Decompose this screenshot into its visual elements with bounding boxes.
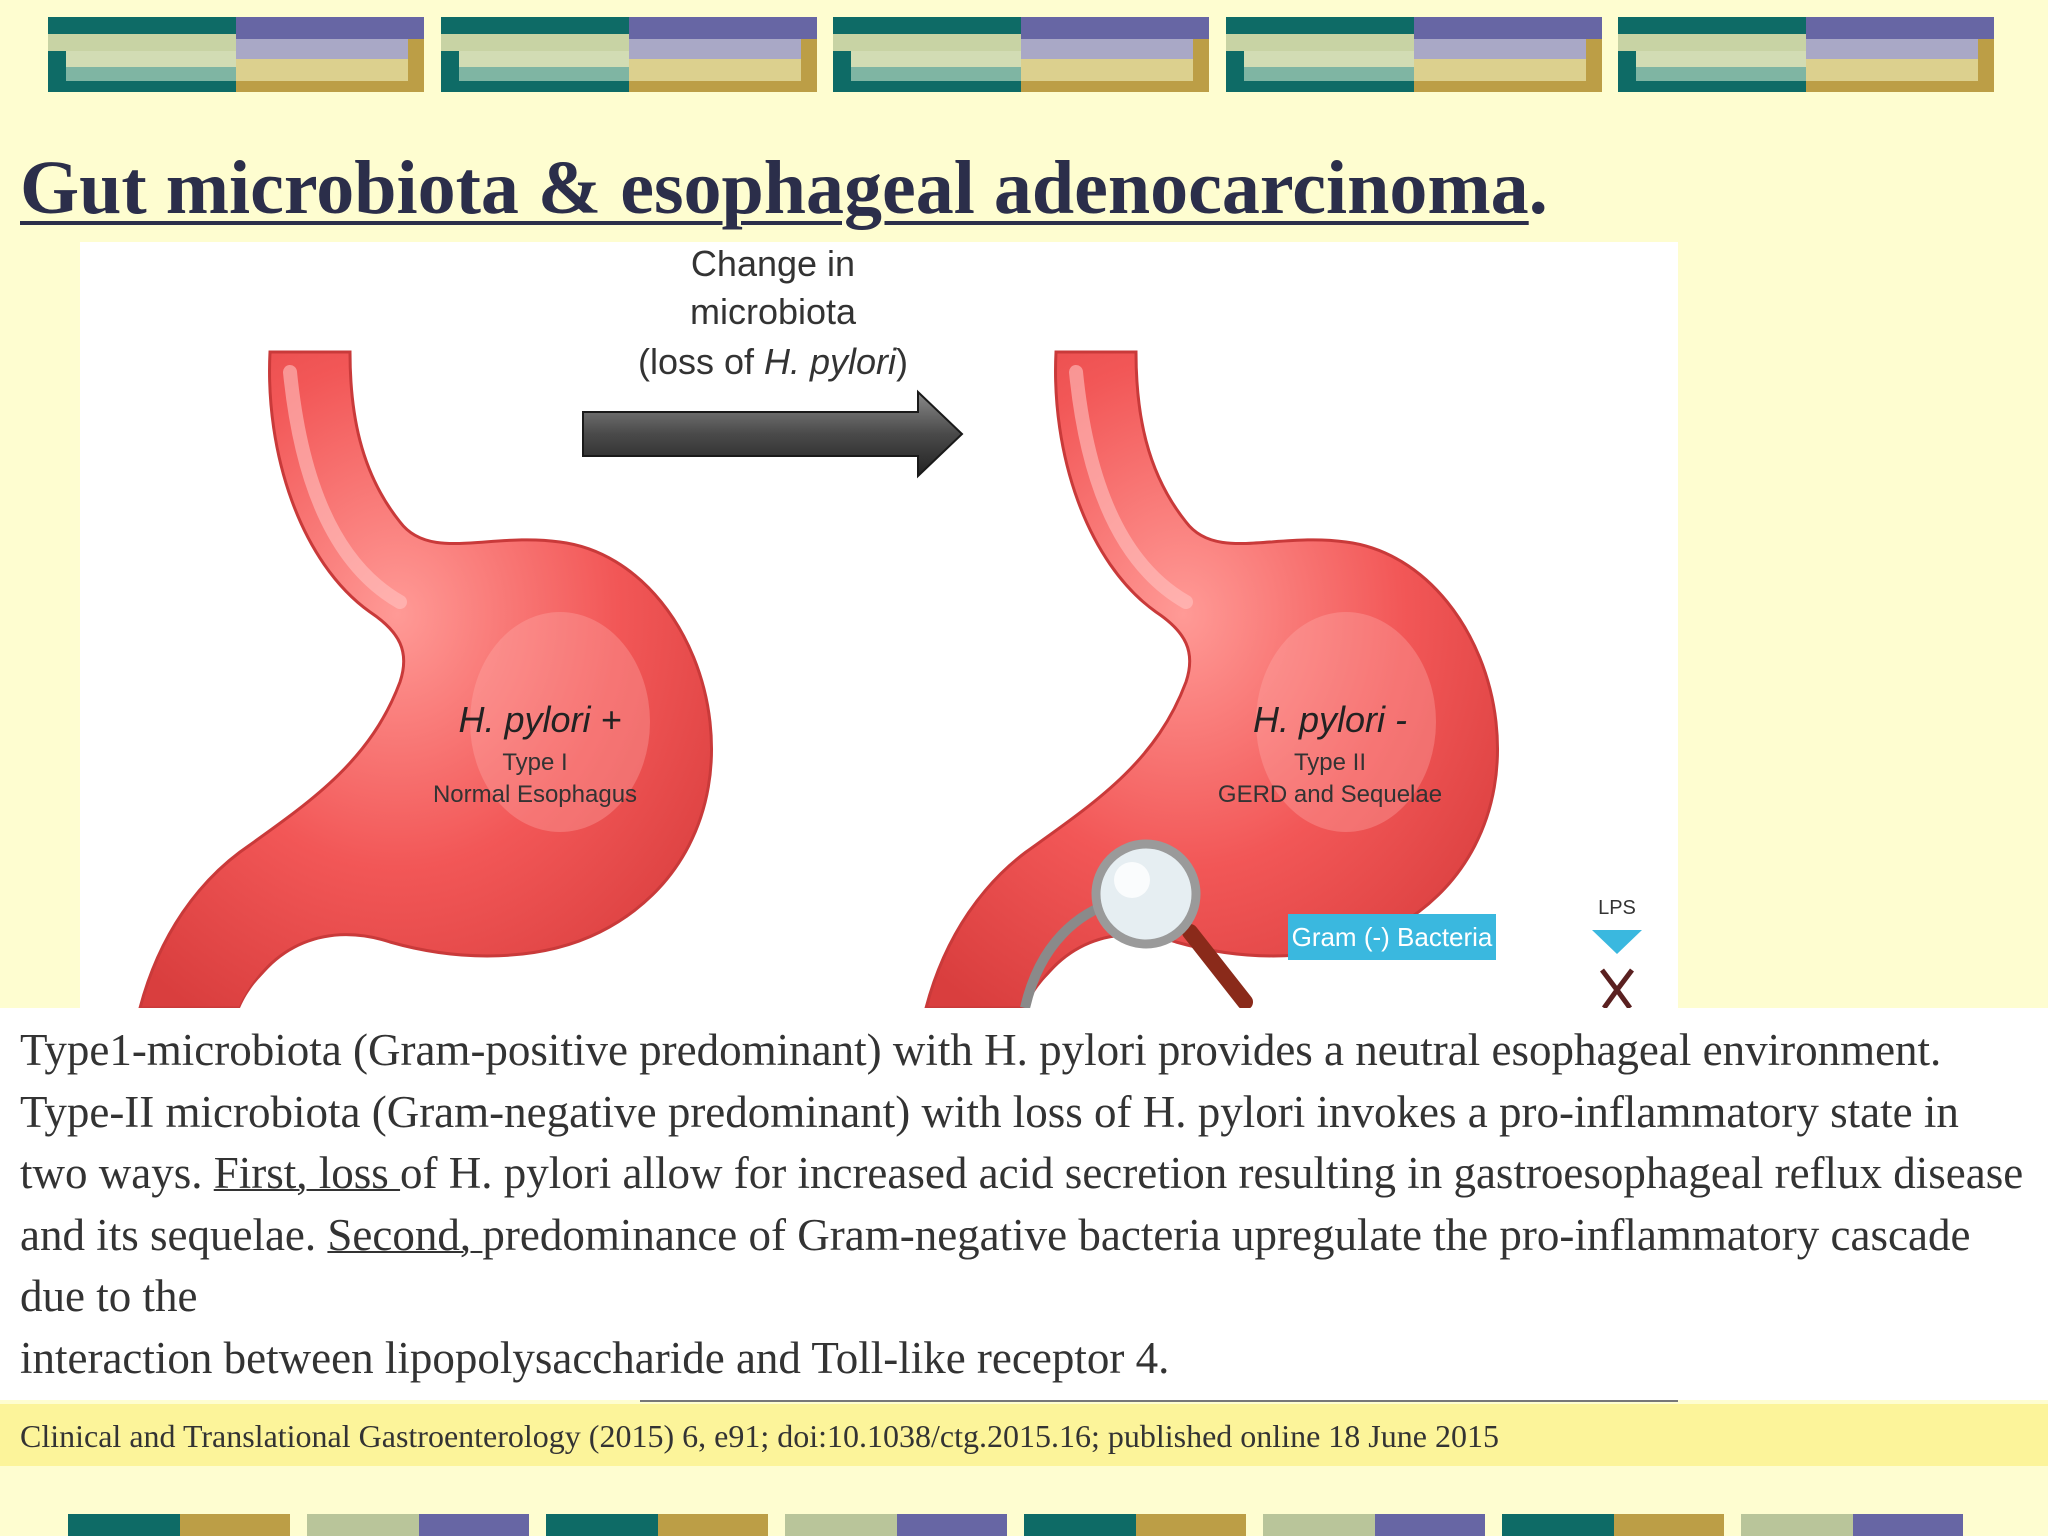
arrow-caption-line1: Change in [690, 243, 856, 284]
citation: Clinical and Translational Gastroenterology (2015) 6, e91; doi:10.1038/ctg.2015.16; published online 18 June 2015 [20, 1418, 1499, 1454]
right-stomach-condition: GERD and Sequelae [1217, 781, 1443, 808]
bottom-decorative-band [0, 1514, 2048, 1536]
slide-title-period: . [1528, 146, 1548, 230]
top-decorative-banner [0, 0, 2048, 100]
arrow-caption-line3-a: (loss of [637, 341, 765, 382]
gram-bacteria-label: Gram (-) Bacteria [1291, 922, 1493, 952]
arrow-caption-line3-c: ) [896, 341, 909, 382]
arrow-caption-line3 [638, 341, 908, 382]
right-stomach-illustration [926, 352, 1498, 1008]
body-part1: Type1-microbiota (Gram-positive predominant) with H. pylori provides a neutral esophageal environment. Type-II microbiota (Gram-negative predominant) with loss of H. pylori invokes a pro-inflammatory state in two ways. [20, 1025, 1959, 1198]
stomach-comparison-figure [80, 242, 1678, 1008]
right-stomach-type: Type II [1293, 749, 1367, 776]
left-stomach-status: H. pylori + [458, 699, 622, 740]
body-part4: interaction between lipopolysaccharide and Toll-like receptor 4. [20, 1332, 1170, 1383]
arrow-caption-line3-b: H. pylori [764, 341, 897, 382]
slide-title [20, 146, 1548, 230]
right-arrow-icon [583, 392, 962, 476]
lps-triangle-icon [1592, 930, 1642, 954]
citation-divider [640, 1400, 1678, 1402]
slide-title-text: Gut microbiota & esophageal adenocarcinoma [20, 146, 1529, 230]
lps-label: LPS [1598, 897, 1636, 919]
second-label: Second, [327, 1209, 483, 1260]
left-stomach-type: Type I [502, 749, 568, 776]
body-paragraph [20, 1020, 2030, 1389]
body-part3: predominance of Gram-negative bacteria upregulate the pro-inflammatory cascade due to the [20, 1209, 1971, 1321]
left-stomach-condition: Normal Esophagus [432, 781, 638, 808]
first-label: First, loss [213, 1148, 401, 1198]
arrow-caption-line2: microbiota [689, 291, 857, 332]
body-part2: of H. pylori allow for increased acid secretion resulting in gastroesophageal reflux disease and its sequelae. [20, 1148, 2024, 1260]
receptor-icon [1602, 970, 1632, 1008]
right-stomach-status: H. pylori - [1252, 699, 1408, 740]
